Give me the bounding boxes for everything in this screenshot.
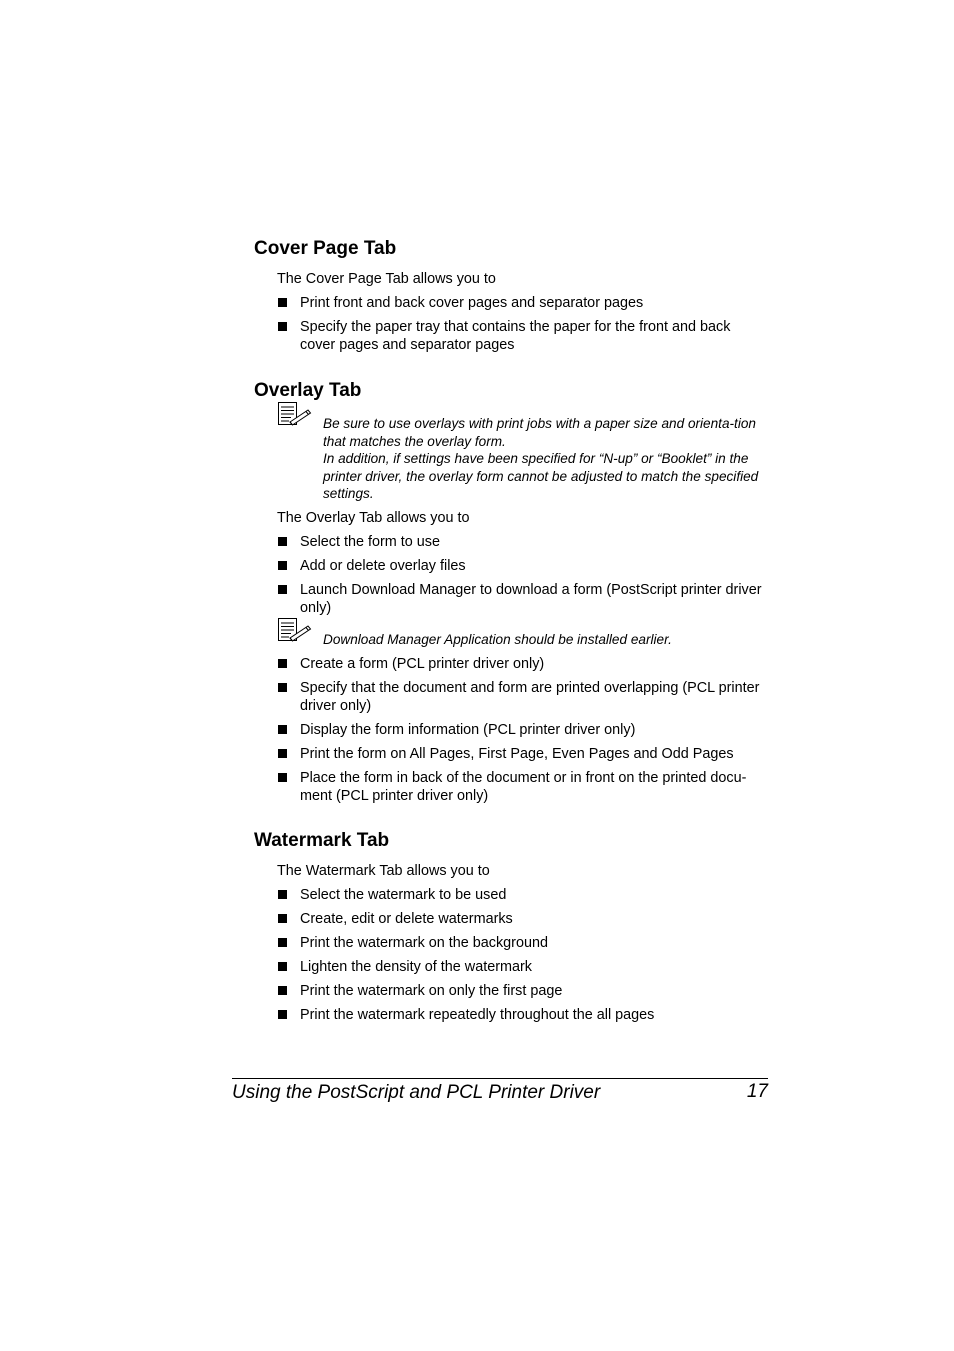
square-bullet-icon bbox=[278, 537, 287, 546]
footer-divider bbox=[232, 1078, 768, 1079]
list-item: Print front and back cover pages and separator pages bbox=[277, 294, 769, 312]
square-bullet-icon bbox=[278, 890, 287, 899]
square-bullet-icon bbox=[278, 298, 287, 307]
list-item: Place the form in back of the document or in front on the printed docu-ment (PCL printer driver only) bbox=[277, 769, 769, 805]
square-bullet-icon bbox=[278, 322, 287, 331]
square-bullet-icon bbox=[278, 561, 287, 570]
square-bullet-icon bbox=[278, 749, 287, 758]
download-manager-note bbox=[277, 631, 769, 649]
watermark-heading: Watermark Tab bbox=[254, 830, 390, 851]
square-bullet-icon bbox=[278, 962, 287, 971]
cover-page-list bbox=[277, 294, 769, 360]
watermark-intro: The Watermark Tab allows you to bbox=[277, 863, 490, 879]
list-item: Create a form (PCL printer driver only) bbox=[277, 655, 769, 673]
watermark-list bbox=[277, 886, 769, 1030]
square-bullet-icon bbox=[278, 725, 287, 734]
list-item: Launch Download Manager to download a form (PostScript printer driver only) bbox=[277, 581, 769, 617]
overlay-list-a bbox=[277, 533, 769, 623]
cover-page-intro: The Cover Page Tab allows you to bbox=[277, 271, 496, 287]
page-number: 17 bbox=[746, 1081, 768, 1102]
note-text: Be sure to use overlays with print jobs with a paper size and orienta-tion that matches the overlay form. bbox=[323, 416, 756, 449]
note-pencil-icon bbox=[277, 401, 313, 427]
list-item: Print the watermark on only the first page bbox=[277, 982, 769, 1000]
square-bullet-icon bbox=[278, 659, 287, 668]
list-item: Display the form information (PCL printer driver only) bbox=[277, 721, 769, 739]
overlay-heading: Overlay Tab bbox=[254, 380, 362, 401]
note-text: In addition, if settings have been specified for “N-up” or “Booklet” in the printer driver, the overlay form cannot be adjusted to match the specified settings. bbox=[323, 451, 759, 502]
note-text: Download Manager Application should be installed earlier. bbox=[323, 632, 672, 647]
list-item: Print the watermark repeatedly throughout the all pages bbox=[277, 1006, 769, 1024]
overlay-list-b bbox=[277, 655, 769, 811]
square-bullet-icon bbox=[278, 986, 287, 995]
square-bullet-icon bbox=[278, 914, 287, 923]
footer-title: Using the PostScript and PCL Printer Driver bbox=[232, 1082, 601, 1103]
overlay-note bbox=[277, 415, 769, 503]
square-bullet-icon bbox=[278, 585, 287, 594]
list-item: Add or delete overlay files bbox=[277, 557, 769, 575]
note-pencil-icon bbox=[277, 617, 313, 643]
list-item: Create, edit or delete watermarks bbox=[277, 910, 769, 928]
overlay-intro: The Overlay Tab allows you to bbox=[277, 510, 470, 526]
square-bullet-icon bbox=[278, 683, 287, 692]
list-item: Specify the paper tray that contains the paper for the front and back cover pages and separator pages bbox=[277, 318, 769, 354]
list-item: Select the form to use bbox=[277, 533, 769, 551]
list-item: Print the watermark on the background bbox=[277, 934, 769, 952]
square-bullet-icon bbox=[278, 938, 287, 947]
square-bullet-icon bbox=[278, 1010, 287, 1019]
list-item: Print the form on All Pages, First Page, Even Pages and Odd Pages bbox=[277, 745, 769, 763]
list-item: Lighten the density of the watermark bbox=[277, 958, 769, 976]
square-bullet-icon bbox=[278, 773, 287, 782]
list-item: Select the watermark to be used bbox=[277, 886, 769, 904]
cover-page-heading: Cover Page Tab bbox=[254, 238, 397, 259]
list-item: Specify that the document and form are printed overlapping (PCL printer driver only) bbox=[277, 679, 769, 715]
